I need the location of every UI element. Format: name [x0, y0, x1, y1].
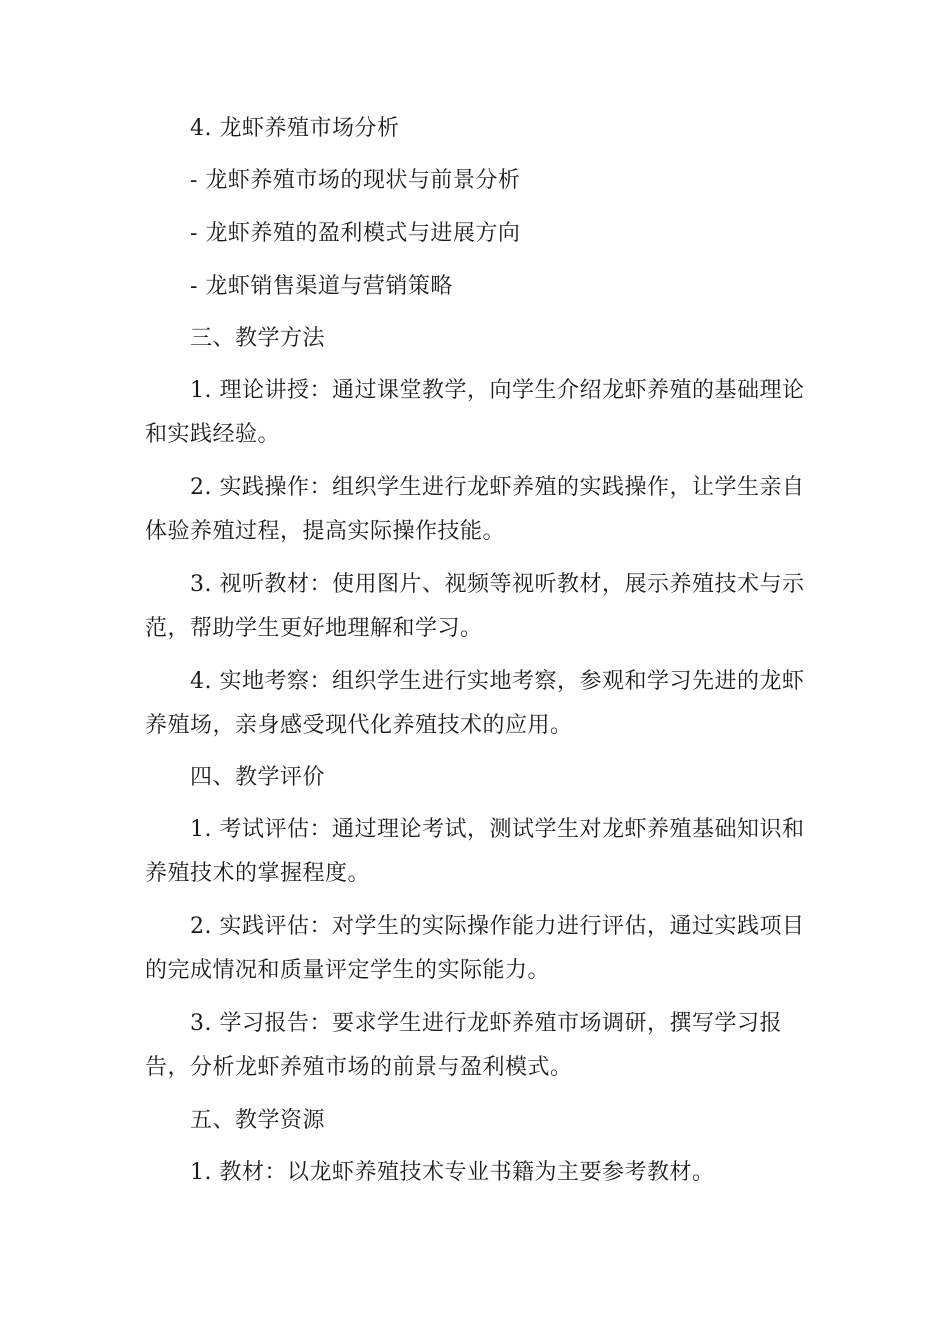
section-heading-teaching-evaluation: 四、教学评价	[190, 765, 326, 790]
paragraph: 2. 实践评估：对学生的实际操作能力进行评估，通过实践项目的完成情况和质量评定学生的实际能力。	[145, 914, 805, 983]
list-item: - 龙虾养殖的盈利模式与进展方向	[190, 221, 521, 246]
list-heading-market-analysis: 4. 龙虾养殖市场分析	[190, 116, 400, 141]
paragraph: 1. 理论讲授：通过课堂教学，向学生介绍龙虾养殖的基础理论和实践经验。	[145, 378, 805, 447]
paragraph: 1. 教材：以龙虾养殖技术专业书籍为主要参考教材。	[190, 1160, 715, 1185]
paragraph: 3. 学习报告：要求学生进行龙虾养殖市场调研，撰写学习报告，分析龙虾养殖市场的前景与盈利模式。	[145, 1011, 782, 1080]
paragraph: 3. 视听教材：使用图片、视频等视听教材，展示养殖技术与示范，帮助学生更好地理解和学习。	[145, 572, 805, 641]
list-item: - 龙虾养殖市场的现状与前景分析	[190, 168, 521, 193]
paragraph: 4. 实地考察：组织学生进行实地考察，参观和学习先进的龙虾养殖场，亲身感受现代化养殖技术的应用。	[145, 669, 805, 738]
paragraph: 2. 实践操作：组织学生进行龙虾养殖的实践操作，让学生亲自体验养殖过程，提高实际操作技能。	[145, 475, 805, 544]
section-heading-teaching-methods: 三、教学方法	[190, 326, 326, 351]
list-item: - 龙虾销售渠道与营销策略	[190, 274, 453, 299]
section-heading-teaching-resources: 五、教学资源	[190, 1108, 326, 1133]
paragraph: 1. 考试评估：通过理论考试，测试学生对龙虾养殖基础知识和养殖技术的掌握程度。	[145, 817, 805, 886]
